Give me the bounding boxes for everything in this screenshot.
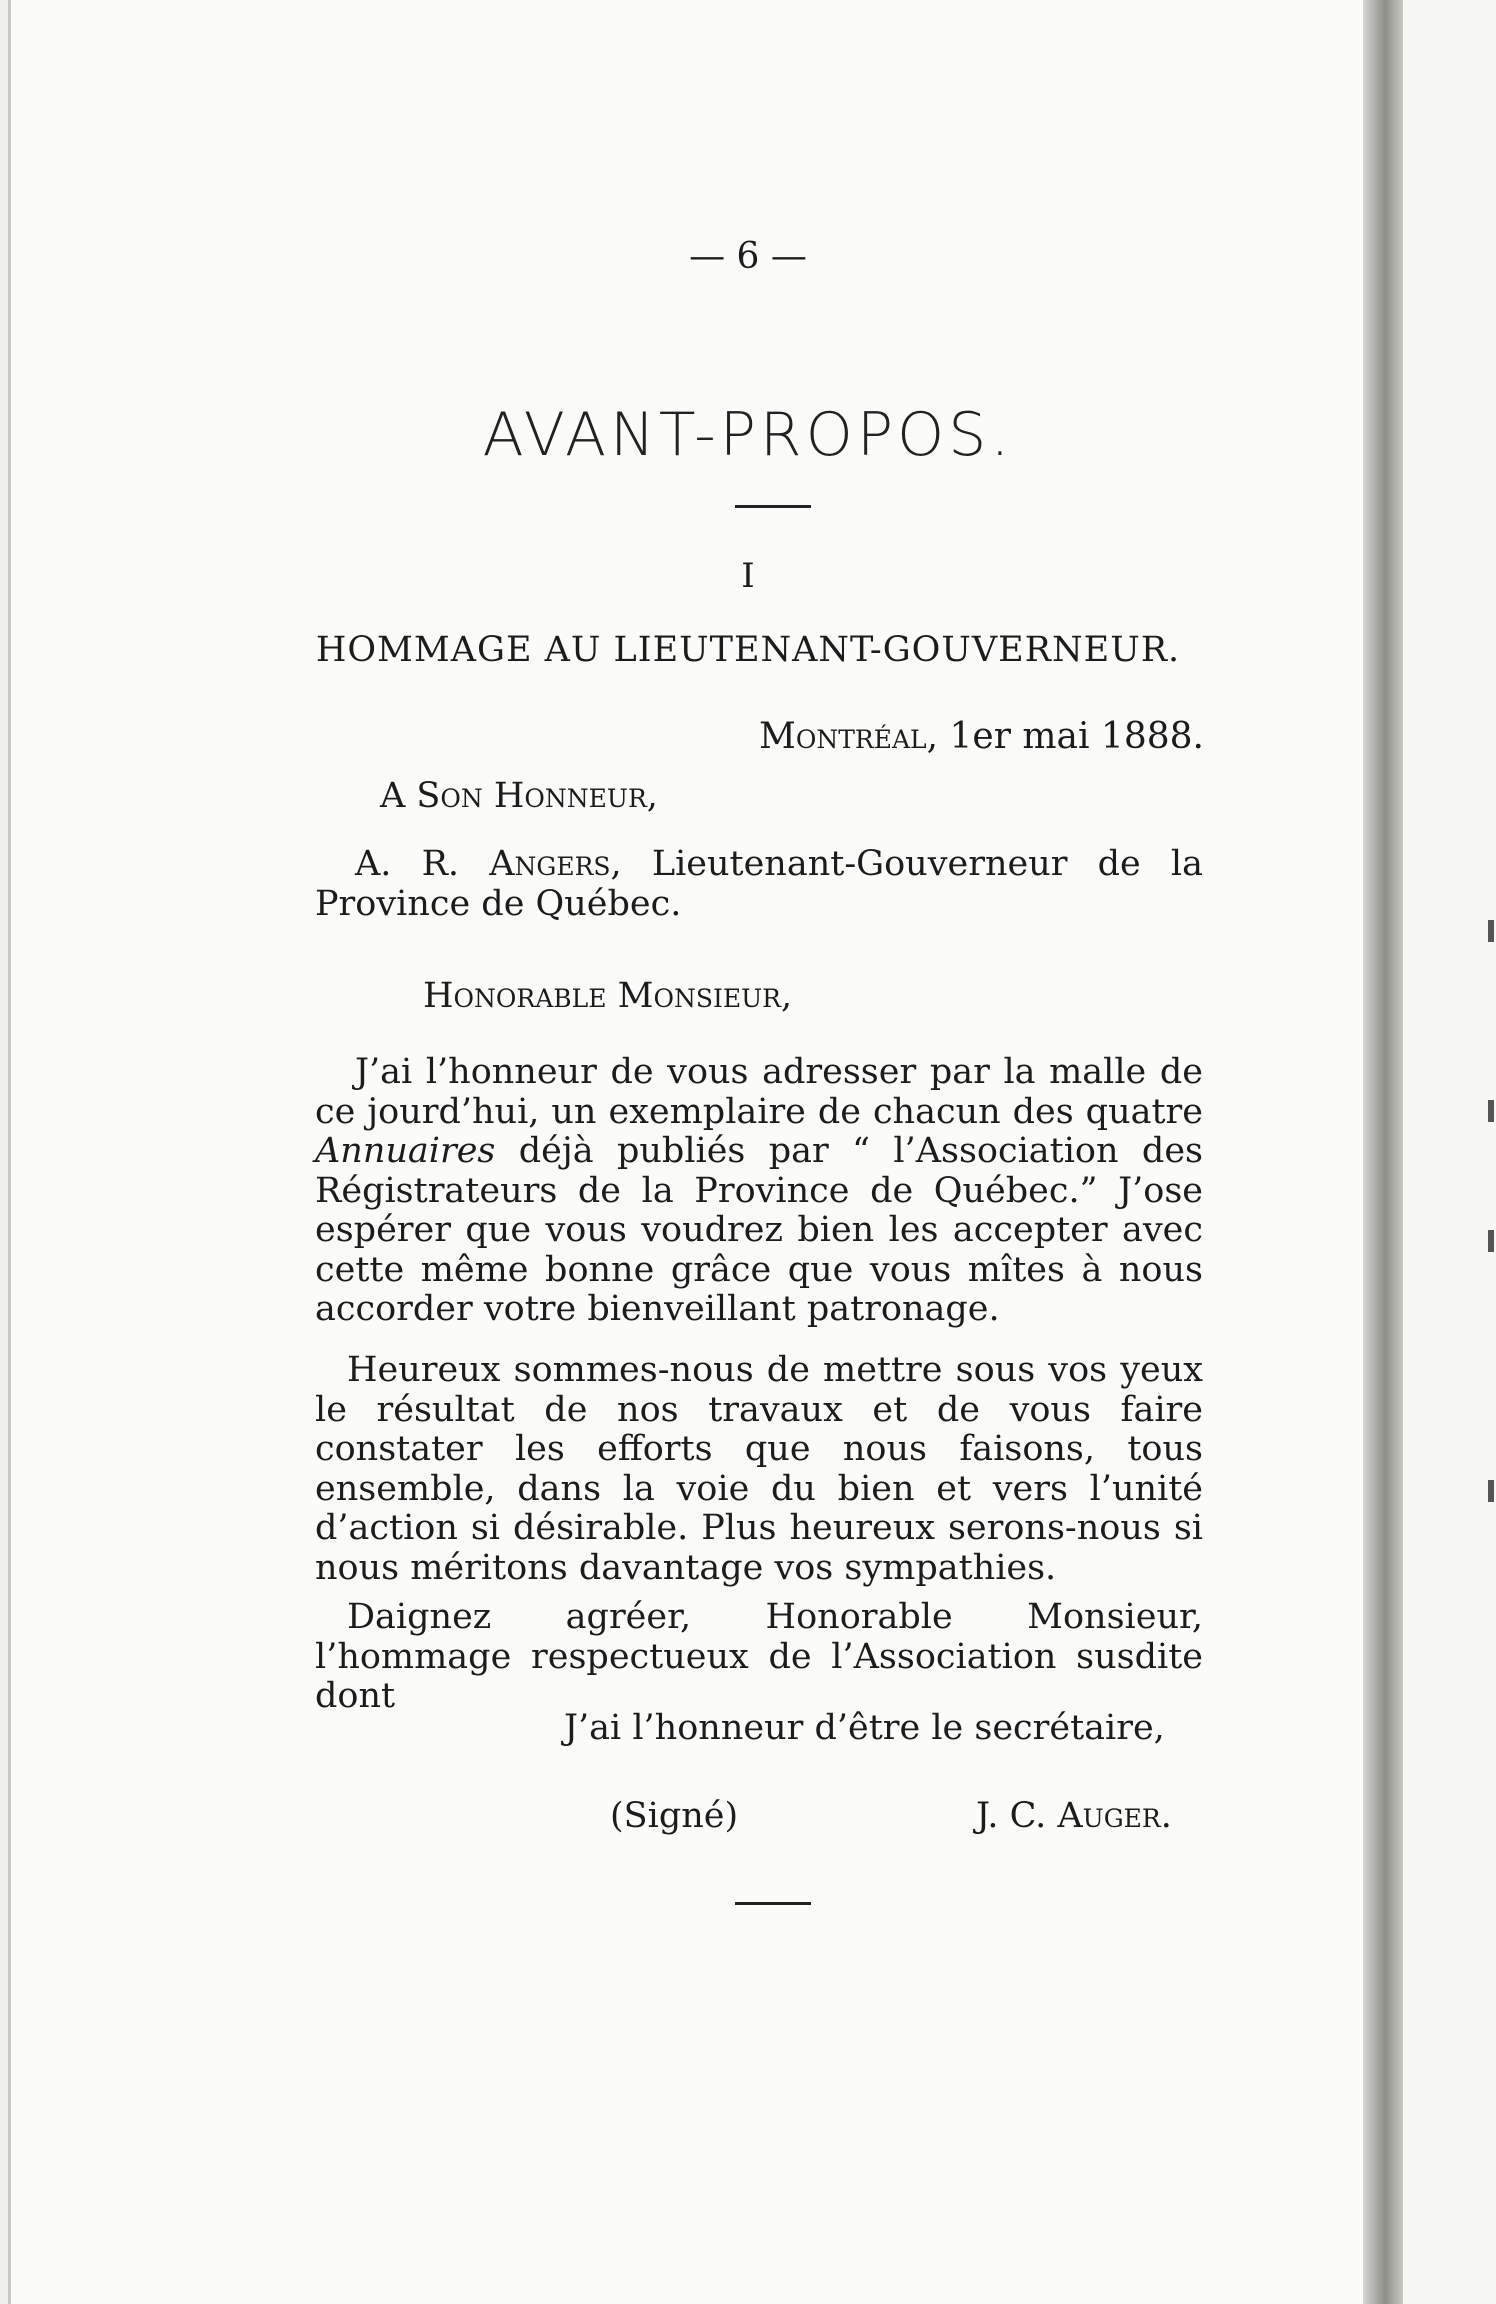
adjacent-page-mark — [1488, 1100, 1494, 1122]
adjacent-page-edge — [1403, 0, 1496, 2304]
salutation-line — [380, 776, 658, 816]
signer-name-text: J. C. Auger. — [976, 1796, 1172, 1836]
paragraph-1-end: déjà publiés par “ l’Association des Régistrateurs de la Province de Québec.” J’ose espérer que vous voudrez bien les accepter avec cette même bonne grâce que vous mîtes à nous accorder votre bienveillant patronage. — [315, 1131, 1203, 1329]
closing-line: J’ai l’honneur d’être le secrétaire, — [564, 1708, 1165, 1748]
addressee-title: Lieutenant-Gouverneur de la Province de Québec. — [315, 844, 1203, 924]
dateline-place: Montréal, — [758, 716, 939, 757]
greeting — [423, 976, 792, 1016]
signed-label: (Signé) — [610, 1796, 739, 1836]
section-heading: HOMMAGE AU LIEUTENANT-GOUVERNEUR. — [315, 630, 1181, 670]
paragraph-3: Daignez agréer, Honorable Monsieur, l’hommage respectueux de l’Association susdite dont — [315, 1597, 1203, 1716]
paragraph-1-italic: Annuaires — [315, 1131, 496, 1171]
page-number: — 6 — — [689, 236, 807, 277]
book-gutter — [1363, 0, 1403, 2304]
page-title: AVANT-PROPOS. — [482, 400, 1014, 470]
section-number: I — [741, 556, 755, 596]
adjacent-page-mark — [1488, 920, 1494, 942]
dateline-date: 1er mai 1888. — [949, 716, 1204, 757]
end-divider — [735, 1902, 811, 1905]
greeting-text: Honorable Monsieur, — [423, 976, 793, 1016]
signer-name — [976, 1796, 1172, 1836]
dateline — [759, 716, 1204, 757]
addressee-salutation: A Son Honneur, — [380, 776, 658, 816]
paragraph-1 — [315, 1053, 1203, 1330]
paragraph-2: Heureux sommes-nous de mettre sous vos yeux le résultat de nos travaux et de vous faire constater les efforts que nous faisons, tous ensemble, dans la voie du bien et vers l’unité d’action si désirable. Plus heureux serons-nous si nous méritons davantage vos sympathies. — [315, 1350, 1203, 1588]
paragraph-1-start: J’ai l’honneur de vous adresser par la malle de ce jourd’hui, un exemplaire de chacun des quatre — [315, 1052, 1203, 1132]
addressee-name: A. R. Angers, — [355, 844, 622, 884]
adjacent-page-mark — [1488, 1230, 1494, 1252]
adjacent-page-mark — [1488, 1480, 1494, 1502]
addressee-block — [315, 845, 1203, 924]
title-divider — [735, 505, 811, 508]
